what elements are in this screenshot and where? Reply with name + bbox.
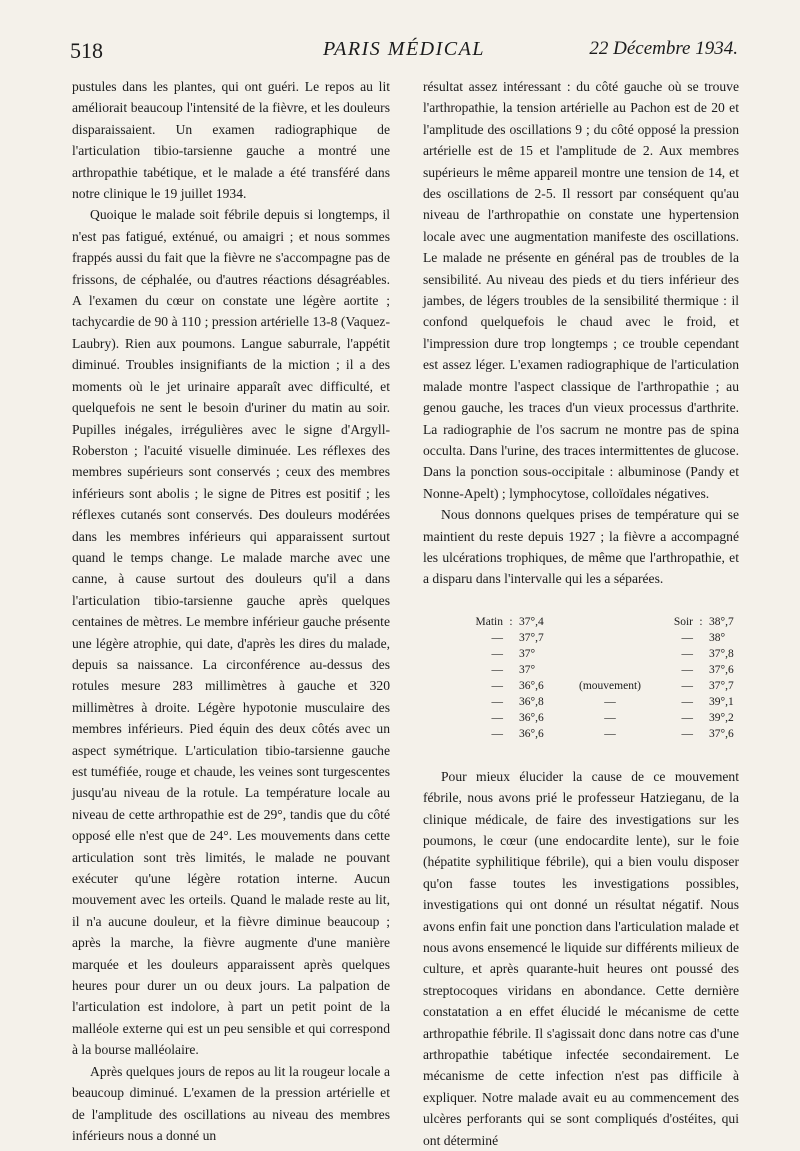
temperature-row	[455, 726, 755, 742]
morning-temperature: 37°	[519, 647, 536, 660]
temperature-row	[455, 694, 755, 710]
colon	[695, 662, 707, 678]
colon	[695, 726, 707, 742]
colon: :	[699, 615, 703, 628]
morning-temperature: 37°,4	[519, 615, 544, 628]
evening-label: Soir	[673, 615, 693, 628]
morning-label: —	[491, 695, 503, 708]
paragraph: pustules dans les plantes, qui ont guéri. Le repos au lit améliorait beaucoup l'intensité de la fièvre, et les douleurs disparaissaient. Un examen radiographique de l'articulation tibio-tarsienne gauche a montré une arthropathie tabétique, et le malade a été transféré dans notre clinique le 19 juillet 1934.	[72, 79, 390, 202]
colon	[505, 710, 517, 726]
temperature-row	[455, 614, 755, 630]
evening-temperature: 37°,8	[709, 647, 734, 660]
evening-temperature: 39°,2	[709, 711, 734, 724]
journal-title: PARIS MÉDICAL	[323, 38, 485, 60]
movement-note: —	[604, 727, 616, 740]
colon	[505, 646, 517, 662]
temperature-row	[455, 630, 755, 646]
temperature-row	[455, 662, 755, 678]
evening-temperature: 38°,7	[709, 615, 734, 628]
right-column	[423, 76, 739, 1151]
colon	[505, 662, 517, 678]
colon	[505, 678, 517, 694]
morning-label: Matin	[475, 615, 503, 628]
colon	[695, 694, 707, 710]
morning-temperature: 37°,7	[519, 631, 544, 644]
evening-label: —	[681, 695, 693, 708]
movement-note	[569, 614, 651, 630]
page-number: 518	[70, 38, 103, 63]
evening-temperature: 39°,1	[709, 695, 734, 708]
temperature-row	[455, 646, 755, 662]
evening-temperature: 37°,7	[709, 679, 734, 692]
colon	[505, 694, 517, 710]
evening-label: —	[681, 647, 693, 660]
colon	[505, 630, 517, 646]
evening-label: —	[681, 679, 693, 692]
paragraph: Quoique le malade soit fébrile depuis si longtemps, il n'est pas fatigué, exténué, ou amaigri ; et nous sommes frappés aussi du fait que la fièvre ne s'accompagne pas de frissons, de céphalée, ou d'autres réactions désagréables. A l'examen du cœur on constate une légère aortite ; tachycardie de 90 à 110 ; pression artérielle 13-8 (Vaquez-Laubry). Rien aux poumons. Langue saburrale, l'appétit diminué. Troubles insignifiants de la miction ; il a des moments où le jet urinaire apparaît avec difficulté, et quelquefois ne sent le besoin d'uriner du matin au soir. Pupilles inégales, irrégulières avec le signe d'Argyll-Roberston ; l'acuité visuelle diminuée. Les réflexes des membres supérieurs sont conservés ; ceux des membres inférieurs sont abolis ; le signe de Pitres est positif ; les réflexes cutanés sont conservés. Des douleurs modérées dans les membres inférieurs qui apparaissent surtout quand le temps change. Le malade marche avec une canne, à cause surtout des douleurs qu'il a dans l'articulation tibio-tarsienne gauche après quelques centaines de mètres. Le membre inférieur gauche présente une légère atrophie, qui date, d'après les dires du malade, depuis sa naissance. La circonférence au-dessus des rotules mesure 283 millimètres à gauche et 320 millimètres à droite. Légère hypotonie musculaire des membres inférieurs. Pied équin des deux côtés avec un aspect symétrique. L'articulation tibio-tarsienne gauche est tuméfiée, rouge et chaude, les veines sont turgescentes jusqu'au niveau de la rotule. La température locale au niveau de cette arthropathie est de 29°, tandis que du côté opposé elle n'est que de 24°. Les mouvements dans cette articulation sont très limités, le malade ne pouvant exécuter qu'une légère rotation interne. Aucun mouvement avec les orteils. Quand le malade reste au lit, il n'a aucune douleur, et la fièvre diminue beaucoup ; après la marche, la fièvre augmente d'une manière marquée et les douleurs apparaissent après quelques heures pour durer un ou deux jours. La palpation de l'articulation est indolore, à part un petit point de la malléole externe qui est un peu sensible et qui correspond à la bourse malléolaire.	[72, 207, 390, 1058]
left-column	[72, 76, 390, 1146]
evening-label: —	[681, 727, 693, 740]
movement-note	[569, 662, 651, 678]
evening-label: —	[681, 631, 693, 644]
evening-temperature: 37°,6	[709, 727, 734, 740]
morning-label: —	[491, 631, 503, 644]
morning-label: —	[491, 711, 503, 724]
paragraph: Pour mieux élucider la cause de ce mouvement fébrile, nous avons prié le professeur Hatzieganu, de la clinique médicale, de faire des investigations sur les poumons, le cœur (une endocardite lente), sur le foie (hépatite syphilitique fébrile), qui a bien voulu disposer qu'on fasse toutes les investigations possibles, investigations qui ont donné un résultat négatif. Nous avons enfin fait une ponction dans l'articulation malade et nous avons ensemencé le liquide sur différents milieux de culture, et après quarante-huit heures ont poussé des streptocoques viridans en abondance. Cette dernière constatation a en effet élucidé le mécanisme de cette arthropathie fébrile. Il s'agissait donc dans notre cas d'une arthropathie tabétique infectée secondairement. Le mécanisme de cette infection n'est pas difficile à expliquer. Notre malade avait eu au commencement des ulcères perforants qui se sont compliqués d'ostéites, qui ont déterminé	[423, 768, 739, 1148]
morning-temperature: 36°,6	[519, 711, 544, 724]
morning-temperature: 36°,8	[519, 695, 544, 708]
movement-note: —	[604, 711, 616, 724]
movement-note	[569, 646, 651, 662]
colon	[695, 646, 707, 662]
morning-temperature: 36°,6	[519, 727, 544, 740]
issue-date: 22 Décembre 1934.	[589, 38, 738, 59]
colon	[505, 726, 517, 742]
morning-temperature: 36°,6	[519, 679, 544, 692]
paragraph: Nous donnons quelques prises de température qui se maintient du reste depuis 1927 ; la fièvre a accompagné les ulcérations trophiques, de même que l'arthropathie, et a disparu dans l'intervalle qui les a séparées.	[423, 507, 739, 587]
movement-note: (mouvement)	[579, 679, 641, 692]
colon	[695, 710, 707, 726]
evening-label: —	[681, 663, 693, 676]
movement-note	[569, 630, 651, 646]
page-header	[70, 38, 738, 72]
temperature-table-body	[455, 614, 755, 742]
morning-label: —	[491, 647, 503, 660]
temperature-table	[455, 614, 755, 742]
morning-label: —	[491, 663, 503, 676]
colon	[695, 678, 707, 694]
evening-label: —	[681, 711, 693, 724]
morning-label: —	[491, 679, 503, 692]
temperature-row	[455, 678, 755, 694]
morning-temperature: 37°	[519, 663, 536, 676]
paragraph: résultat assez intéressant : du côté gauche où se trouve l'arthropathie, la tension artérielle au Pachon est de 20 et l'amplitude des oscillations 9 ; du côté opposé la pression artérielle est de 15 et l'amplitude de 2. Aux membres supérieurs le même appareil montre une tension de 14, et des oscillations de 2-5. Il ressort par conséquent qu'au niveau de l'arthropathie on constate une hypertension locale avec une augmentation manifeste des oscillations. Le malade ne présente en général pas de troubles de la sensibilité. Au niveau des pieds et du tiers inférieur des jambes, de légers troubles de la sensibilité thermique : il confond quelquefois le chaud avec le froid, et l'impression dure trop longtemps ; ce trouble cependant est assez léger. L'examen radiographique de l'articulation malade montre l'aspect classique de l'arthropathie ; au genou gauche, les traces d'un vieux processus d'arthrite. La radiographie de l'os sacrum ne montre pas de spina occulta. Dans l'urine, des traces intermittentes de glucose. Dans la ponction sous-occipitale : albuminose (Pandy et Nonne-Apelt) ; lymphocytose, colloïdales négatives.	[423, 79, 739, 501]
movement-note: —	[604, 695, 616, 708]
morning-label: —	[491, 727, 503, 740]
paragraph: Après quelques jours de repos au lit la rougeur locale a beaucoup diminué. L'examen de la pression artérielle et de l'amplitude des oscillations au niveau des membres inférieurs nous a donné un	[72, 1063, 390, 1143]
temperature-row	[455, 710, 755, 726]
evening-temperature: 37°,6	[709, 663, 734, 676]
colon	[695, 630, 707, 646]
colon: :	[509, 615, 513, 628]
evening-temperature: 38°	[709, 631, 726, 644]
